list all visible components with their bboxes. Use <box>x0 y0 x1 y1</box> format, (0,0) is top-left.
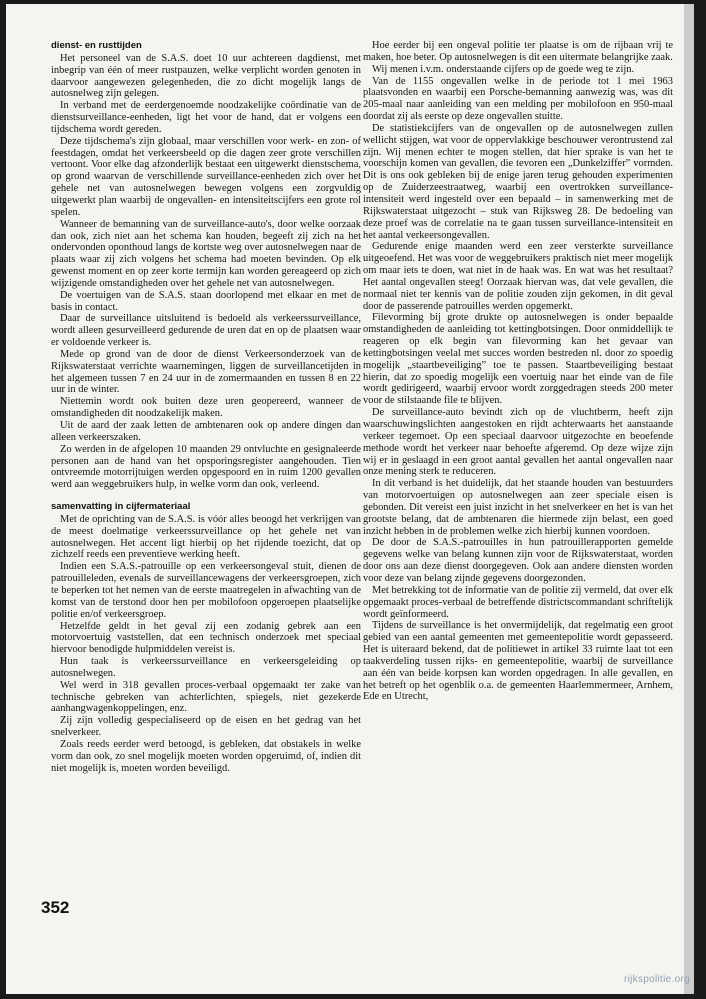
paragraph: Van de 1155 ongevallen welke in de periode tot 1 mei 1963 plaatsvonden en waarbij een Porsche-bemanning aanwezig was, was dit 205-maal naar aanleiding van een melding per mobilofoon en 950-maal doordat zij als eerste op deze ongevallen stuitte. <box>363 75 673 123</box>
paragraph: Filevorming bij grote drukte op autosnelwegen is onder bepaalde omstandigheden de aanleiding tot kettingbotsingen. Door onmiddellijk te reageren op elk begin van filevorming kan het gevaar van kettingbotsingen veelal met succes worden bestreden nl. door zo spoedig mogelijk „staartbeveiliging” toe te passen. Staartbeveiliging bestaat hierin, dat zo spoedig mogelijk een voertuig naar het einde van de file wordt gedirigeerd, waarbij ervoor wordt zorggedragen steeds 200 meter voor de stilstaande file te blijven. <box>363 312 673 407</box>
paragraph: Zij zijn volledig gespecialiseerd op de eisen en het gedrag van het snelverkeer. <box>51 715 361 739</box>
paragraph: In verband met de eerdergenoemde noodzakelijke coördinatie van de dienstsurveillance-eenheden, ligt het voor de hand, dat er volgens een tijdschema wordt gereden. <box>51 100 361 135</box>
paragraph: Wel werd in 318 gevallen proces-verbaal opgemaakt ter zake van technische gebreken van achterlichten, spiegels, niet gezekerde aanhangwagenkoppelingen, enz. <box>51 679 361 715</box>
paragraph: Gedurende enige maanden werd een zeer versterkte surveillance uitgeoefend. Het was voor de weggebruikers praktisch niet meer mogelijk om maar iets te doen, wat niet in de haak was. En wat was het resultaat? Het aantal ongevallen steeg! Oorzaak hiervan was, dat vele gevallen, die normaal niet ter kennis van de politie zouden zijn gekomen, in dit geval door de passerende patrouilles werden opgemerkt. <box>363 241 673 312</box>
section-heading: dienst- en rusttijden <box>51 40 142 51</box>
paragraph: De voertuigen van de S.A.S. staan doorlopend met elkaar en met de basis in contact. <box>51 289 361 313</box>
paragraph: Niettemin wordt ook buiten deze uren geopereerd, wanneer de omstandigheden dit noodzakelijk maken. <box>51 396 361 420</box>
section-heading: samenvatting in cijfermateriaal <box>51 501 191 513</box>
paragraph: Tijdens de surveillance is het onvermijdelijk, dat regelmatig een groot gebied van een aantal gemeenten met gemeentepolitie wordt gepasseerd. Het is uiteraard bekend, dat de politiewet in artikel 33 ruimte laat tot een taakverdeling tussen rijks- en gemeentepolitie, waarbij de surveillance aan één van beide korpsen kan worden opgedragen. In alle gevallen, en het betreft op het ogenblik o.a. de gemeenten Haarlemmermeer, Arnhem, Ede en Utrecht, <box>363 620 673 703</box>
paragraph: Uit de aard der zaak letten de ambtenaren ook op andere dingen dan alleen verkeerszaken. <box>51 420 361 443</box>
page-number: 352 <box>41 898 70 917</box>
right-column <box>363 40 673 703</box>
paragraph: Met de oprichting van de S.A.S. is vóór alles beoogd het verkrijgen van de meest doelmatige verkeerssurveillance op het gehele net van autosnelwegen. Het accent ligt hierbij op het rijdende toezicht, dat op zichzelf reeds een preventieve werking heeft. <box>51 513 361 561</box>
paragraph: Deze tijdschema's zijn globaal, maar verschillen voor werk- en zon- of feestdagen, omdat het verkeersbeeld op die dagen zeer grote verschillen vertoont. Voor elke dag afzonderlijk bestaat een uitgewerkt dienstschema, op grond waarvan de verschillende surveillance-eenheden zich over het gehele net van autosnelwegen bewegen volgens een zorgvuldig uitgewerkt plan waarbij de ongevallen- en intensiteitscijfers een grote rol spelen. <box>51 135 361 218</box>
paragraph: Indien een S.A.S.-patrouille op een verkeersongeval stuit, dienen de patrouilleleden, evenals de surveillancewagens der verkeersgroepen, zich te beperken tot het nemen van de eerste maatregelen in afwachting van de komst van de terstond door hen per mobilofoon opgeroepen plaatselijke politie en/of verkeersgroep. <box>51 561 361 620</box>
paragraph: Wanneer de bemanning van de surveillance-auto's, door welke oorzaak dan ook, zich niet aan het schema kan houden, begeeft zij zich na het ondervonden oponthoud langs de kortste weg over autosnelwegen naar de plaats waar zij zich volgens het schema had moeten bevinden. Op elk gewenst moment en op zeer korte termijn kan worden gereageerd op zich wijzigende omstandigheden over het gehele net van autosnelwegen. <box>51 218 361 289</box>
paragraph: De statistiekcijfers van de ongevallen op de autosnelwegen zullen wellicht stijgen, wat voor de oppervlakkige beschouwer verontrustend zal zijn. Wij menen echter te mogen stellen, dat hier sprake is van het te voorschijn komen van gevallen, die tevoren een „Dunkelziffer” vormden. Dit is ons ook gebleken bij de enige jaren terug gehouden experimenten op de Zuiderzeestraatweg, waarbij een overtrokken surveillance-intensiteit werd ingesteld over een bepaald – in samenwerking met de Rijkswaterstaat uitgezocht – stuk van Rijksweg 28. De bedoeling van deze proef was de correlatie na te gaan tussen surveillance-intensiteit en het aantal verkeersongevallen. <box>363 122 673 241</box>
paragraph: Zoals reeds eerder werd betoogd, is gebleken, dat obstakels in welke vorm dan ook, zo snel mogelijk moeten worden opgeruimd, of, indien dit niet mogelijk is, moeten worden beveiligd. <box>51 738 361 774</box>
paragraph: Zo werden in de afgelopen 10 maanden 29 ontvluchte en gesignaleerde personen aan de hand van het opsporingsregister aangehouden. Tien ontvreemde motorrijtuigen werden opgespoord en in ruim 1200 gevallen werd aan weggebruikers hulp, in welke vorm dan ook, verleend. <box>51 443 361 491</box>
paragraph: Hetzelfde geldt in het geval zij een zodanig gebrek aan een motorvoertuig vaststellen, dat een technisch onderzoek met speciaal hiervoor benodigde hulpmiddelen vereist is. <box>51 620 361 656</box>
paragraph: Daar de surveillance uitsluitend is bedoeld als verkeerssurveillance, wordt alleen gesurveilleerd gedurende de uren dat en op de plaatsen waar er voldoende verkeer is. <box>51 313 361 349</box>
paragraph: De door de S.A.S.-patrouilles in hun patrouillerapporten gemelde gegevens welke van belang kunnen zijn voor de Rijkswaterstaat, worden door ons aan deze dienst doorgegeven. Ook aan andere diensten worden voor deze van belang zijnde gegevens doorgezonden. <box>363 537 673 584</box>
paragraph: In dit verband is het duidelijk, dat het staande houden van bestuurders van motorvoertuigen op autosnelwegen aan zeer speciale eisen is gebonden. Dit vereist een juist inzicht in het snelverkeer en het is van het grootste belang, dat de ambtenaren die hiermede zijn belast, een goed inzicht hebben in de problemen welke zich hierbij kunnen voordoen. <box>363 478 673 537</box>
left-column <box>51 40 361 774</box>
paragraph: Het personeel van de S.A.S. doet 10 uur achtereen dagdienst, met inbegrip van één of meer rustpauzen, welke verplicht worden genoten in daarvoor aangewezen gelegenheden, die zo dicht mogelijk langs de autosnelweg zijn gelegen. <box>51 52 361 100</box>
watermark: rijkspolitie.org <box>624 974 690 985</box>
paragraph: Hoe eerder bij een ongeval politie ter plaatse is om de rijbaan vrij te maken, hoe beter. Op autosnelwegen is dit een uitermate belangrijke zaak. <box>363 40 673 63</box>
paragraph: Hun taak is verkeerssurveillance en verkeersgeleiding op autosnelwegen. <box>51 656 361 679</box>
paragraph: Mede op grond van de door de dienst Verkeersonderzoek van de Rijkswaterstaat verrichte waarnemingen, liggen de surveillancetijden in het algemeen tussen 7 en 24 uur in de zomermaanden en tussen 8 en 22 uur in de winter. <box>51 348 361 396</box>
paragraph: De surveillance-auto bevindt zich op de vluchtberm, heeft zijn waarschuwingslichten aangestoken en rijdt achterwaarts het aanstaande verkeer tegemoet. Op een speciaal daarvoor uitgezochte en beoefende methode wordt het verkeer naar behoefte afgeremd. Op deze wijze zijn wij er in geslaagd in een groot aantal gevallen het aantal ongevallen naar onze mening sterk te reduceren. <box>363 407 673 478</box>
paragraph: Wij menen i.v.m. onderstaande cijfers op de goede weg te zijn. <box>372 63 635 75</box>
page-binding-edge <box>684 4 694 994</box>
paragraph: Met betrekking tot de informatie van de politie zij vermeld, dat over elk opgemaakt proces-verbaal de betreffende districtscommandant schriftelijk wordt geïnformeerd. <box>363 584 673 620</box>
